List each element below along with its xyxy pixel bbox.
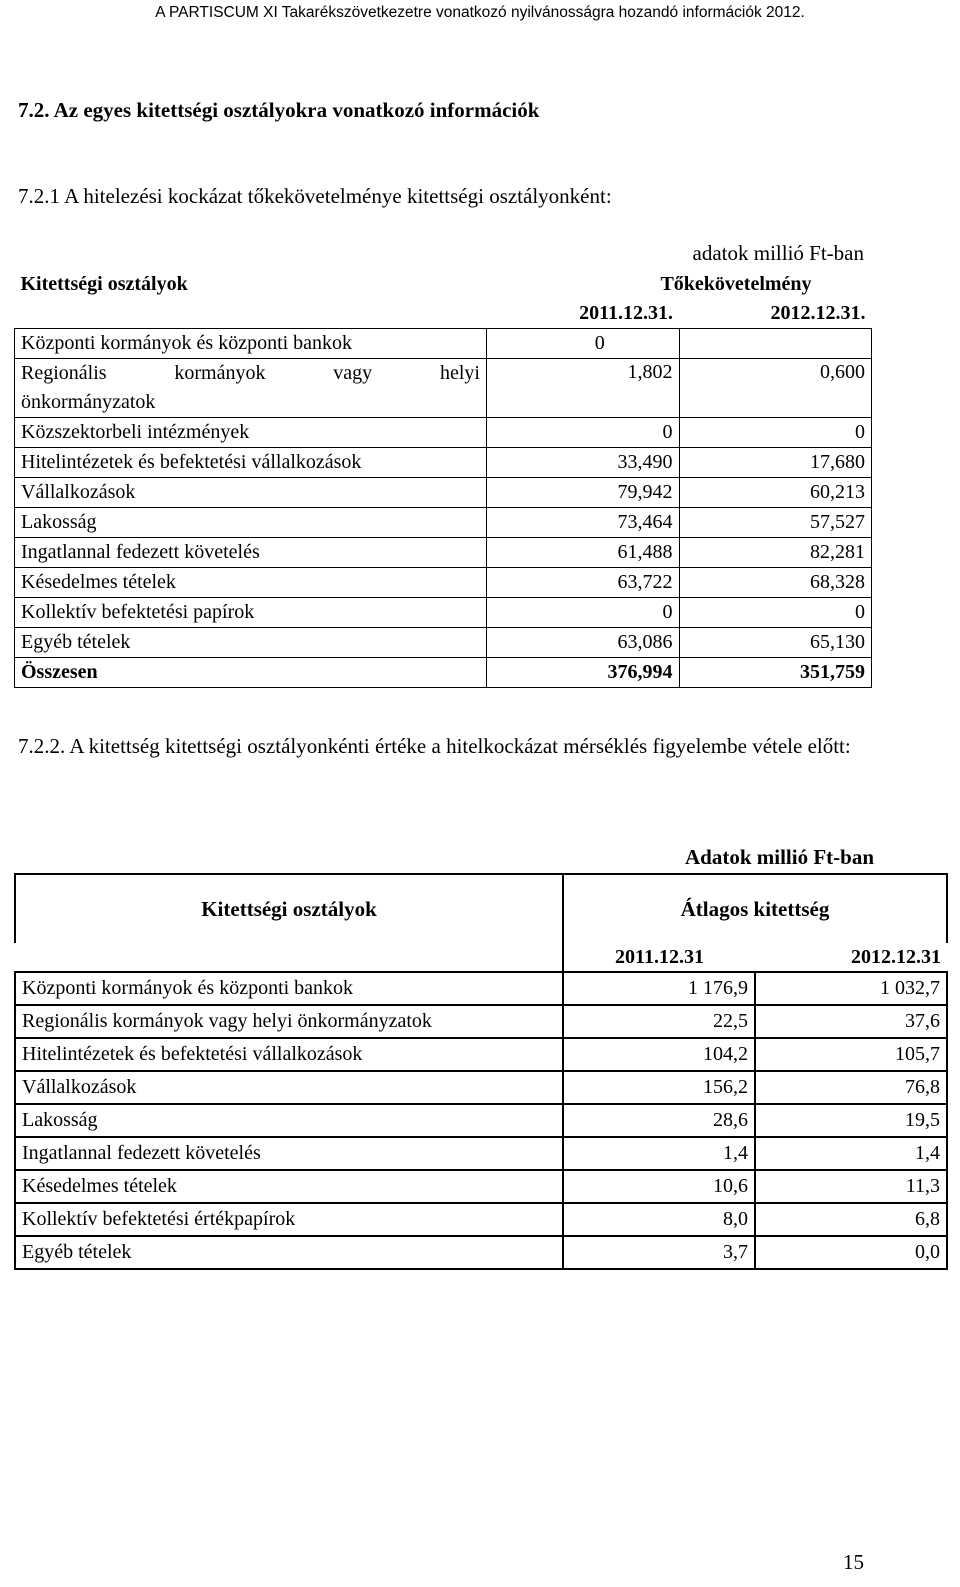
table1-header-row (15, 270, 872, 299)
table-row: Lakosság 73,464 57,527 (15, 508, 872, 538)
table-row: Egyéb tételek 63,086 65,130 (15, 628, 872, 658)
table-row: Regionális kormányok vagy helyi önkormányzatok 1,802 0,600 (15, 359, 872, 418)
table1-year1: 2011.12.31. (579, 302, 673, 324)
document-header: A PARTISCUM XI Takarékszövetkezetre vonatkozó nyilvánosságra hozandó információk 2012. (155, 4, 805, 21)
table-row: Lakosság 28,6 19,5 (15, 1104, 947, 1137)
table-row: Késedelmes tételek 63,722 68,328 (15, 568, 872, 598)
table-row: Hitelintézetek és befektetési vállalkozások 104,2 105,7 (15, 1038, 947, 1071)
table2-subtitle: 7.2.2. A kitettség kitettségi osztályonkénti értéke a hitelkockázat mérséklés figyelembe vétele előtt: (18, 734, 851, 758)
table-row: Regionális kormányok vagy helyi önkormányzatok 22,5 37,6 (15, 1005, 947, 1038)
table-row: Közszektorbeli intézmények 0 0 (15, 418, 872, 448)
table-row: Központi kormányok és központi bankok 0 (15, 329, 872, 359)
capital-requirement-table (14, 270, 872, 688)
table2-group-header: Átlagos kitettség (563, 874, 947, 943)
average-exposure-table (14, 873, 948, 1270)
table-row: Ingatlannal fedezett követelés 61,488 82,281 (15, 538, 872, 568)
section-title: 7.2. Az egyes kitettségi osztályokra vonatkozó információk (18, 98, 540, 122)
table1-total-row: Összesen 376,994 351,759 (15, 658, 872, 688)
table2-year-row (15, 943, 947, 972)
table-row: Hitelintézetek és befektetési vállalkozások 33,490 17,680 (15, 448, 872, 478)
table1-year-row (15, 299, 872, 329)
table-row: Vállalkozások 79,942 60,213 (15, 478, 872, 508)
table1-subtitle: 7.2.1 A hitelezési kockázat tőkekövetelménye kitettségi osztályonként: (18, 184, 612, 208)
table1-group-header: Tőkekövetelmény (660, 273, 812, 295)
table-row: Késedelmes tételek 10,6 11,3 (15, 1170, 947, 1203)
table-row: Kollektív befektetési papírok 0 0 (15, 598, 872, 628)
table2-col-header: Kitettségi osztályok (15, 874, 563, 943)
table-row: Kollektív befektetési értékpapírok 8,0 6,8 (15, 1203, 947, 1236)
table-row: Ingatlannal fedezett követelés 1,4 1,4 (15, 1137, 947, 1170)
table-row: Vállalkozások 156,2 76,8 (15, 1071, 947, 1104)
table2-unit-note: Adatok millió Ft-ban (685, 845, 875, 869)
table1-col-header: Kitettségi osztályok (20, 273, 188, 295)
table2-year2: 2012.12.31 (755, 943, 947, 972)
table1-unit-note: adatok millió Ft-ban (692, 241, 864, 265)
table2-header-row (15, 874, 947, 943)
table2-year1: 2011.12.31 (563, 943, 755, 972)
table1-year2: 2012.12.31. (770, 302, 866, 324)
table-row: Központi kormányok és központi bankok 1 176,9 1 032,7 (15, 972, 947, 1005)
table-row: Egyéb tételek 3,7 0,0 (15, 1236, 947, 1269)
page-number: 15 (843, 1550, 864, 1574)
